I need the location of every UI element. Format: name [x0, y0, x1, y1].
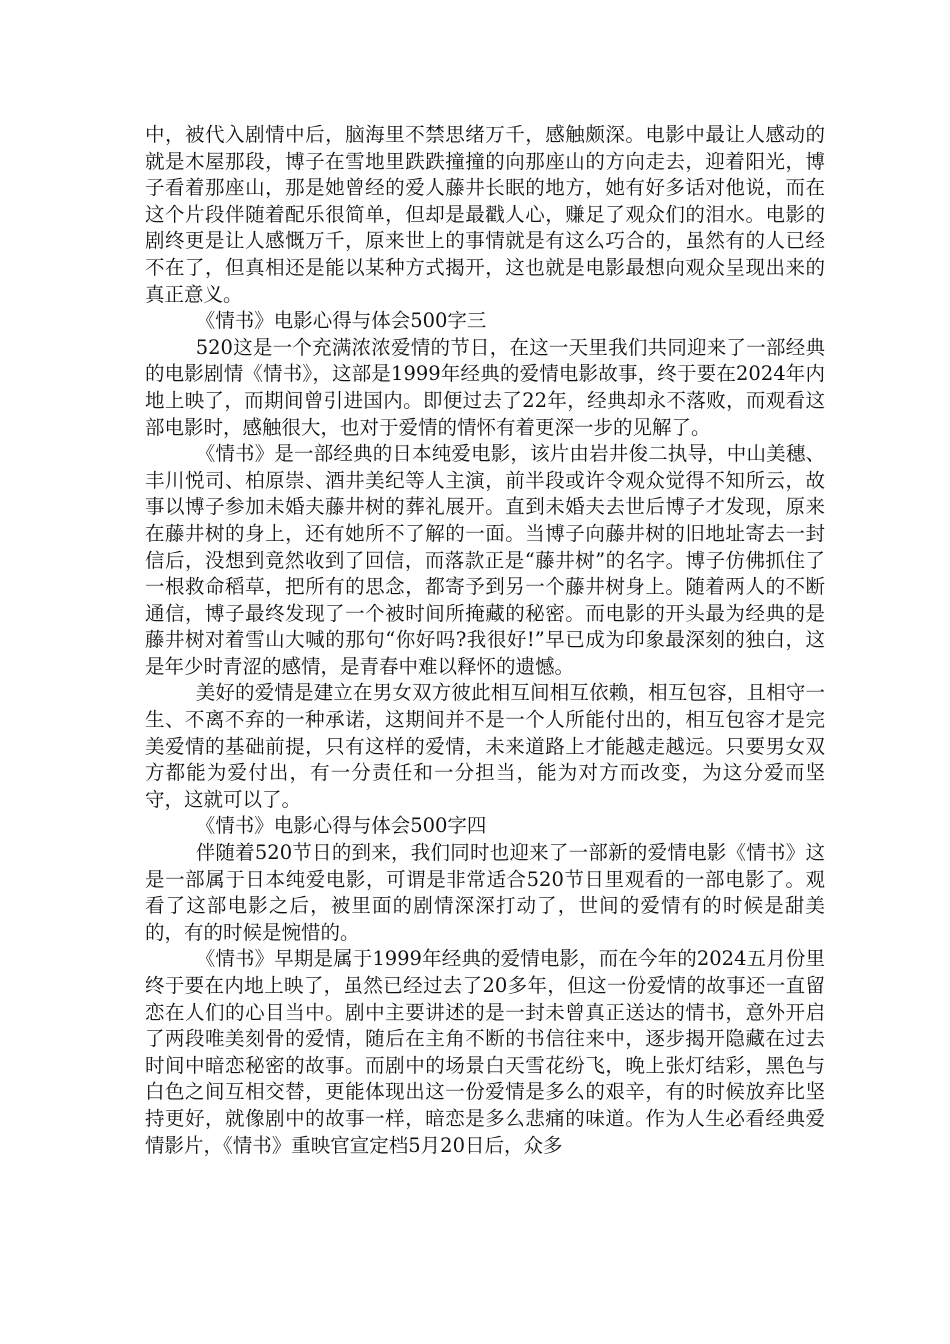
section-heading-three: 《情书》电影心得与体会500字三	[195, 309, 487, 333]
paragraph-continuation: 中，被代入剧情中后，脑海里不禁思绪万千，感触颇深。电影中最让人感动的就是木屋那段，博子在雪地里跌跌撞撞的向那座山的方向走去，迎着阳光，博子看着那座山，那是她曾经的爱人藤井长眠的地方，她有好多话对他说，而在这个片段伴随着配乐很简单，但却是最戳人心，赚足了观众们的泪水。电影的剧终更是让人感慨万千，原来世上的事情就是有这么巧合的，虽然有的人已经不在了，但真相还是能以某种方式揭开，这也就是电影最想向观众呈现出来的真正意义。	[145, 123, 825, 306]
paragraph: 《情书》早期是属于1999年经典的爱情电影，而在今年的2024五月份里终于要在内地上映了，虽然已经过去了20多年，但这一份爱情的故事还一直留恋在人们的心目当中。剧中主要讲述的是一封未曾真正送达的情书，意外开启了两段唯美刻骨的爱情，随后在主角不断的书信往来中，逐步揭开隐藏在过去时间中暗恋秘密的故事。而剧中的场景白天雪花纷飞，晚上张灯结彩，黑色与白色之间互相交替，更能体现出这一份爱情是多么的艰辛，有的时候放弃比坚持更好，就像剧中的故事一样，暗恋是多么悲痛的味道。作为人生必看经典爱情影片，《情书》重映官宣定档5月20日后，众多	[145, 947, 825, 1157]
document-page	[145, 122, 825, 1159]
paragraph: 伴随着520节日的到来，我们同时也迎来了一部新的爱情电影《情书》这是一部属于日本纯爱电影，可谓是非常适合520节日里观看的一部电影了。观看了这部电影之后，被里面的剧情深深打动了，世间的爱情有的时候是甜美的，有的时候是惋惜的。	[145, 841, 825, 944]
paragraph: 美好的爱情是建立在男女双方彼此相互间相互依赖，相互包容，且相守一生、不离不弃的一种承诺，这期间并不是一个人所能付出的，相互包容才是完美爱情的基础前提，只有这样的爱情，未来道路上才能越走越远。只要男女双方都能为爱付出，有一分责任和一分担当，能为对方而改变，为这分爱而坚守，这就可以了。	[145, 681, 825, 811]
paragraph: 《情书》是一部经典的日本纯爱电影，该片由岩井俊二执导，中山美穗、丰川悦司、柏原崇、酒井美纪等人主演，前半段或许令观众觉得不知所云，故事以博子参加未婚夫藤井树的葬礼展开。直到未婚夫去世后博子才发现，原来在藤井树的身上，还有她所不了解的一面。当博子向藤井树的旧地址寄去一封信后，没想到竟然收到了回信，而落款正是“藤井树”的名字。博子仿佛抓住了一根救命稻草，把所有的思念，都寄予到另一个藤井树身上。随着两人的不断通信，博子最终发现了一个被时间所掩藏的秘密。而电影的开头最为经典的是藤井树对着雪山大喊的那句“你好吗?我很好!”早已成为印象最深刻的独白，这是年少时青涩的感情，是青春中难以释怀的遗憾。	[145, 442, 825, 678]
section-heading-four: 《情书》电影心得与体会500字四	[195, 814, 487, 838]
paragraph: 520这是一个充满浓浓爱情的节日，在这一天里我们共同迎来了一部经典的电影剧情《情书》，这部是1999年经典的爱情电影故事，终于要在2024年内地上映了，而期间曾引进国内。即便过去了22年，经典却永不落败，而观看这部电影时，感触很大，也对于爱情的情怀有着更深一步的见解了。	[145, 335, 825, 439]
